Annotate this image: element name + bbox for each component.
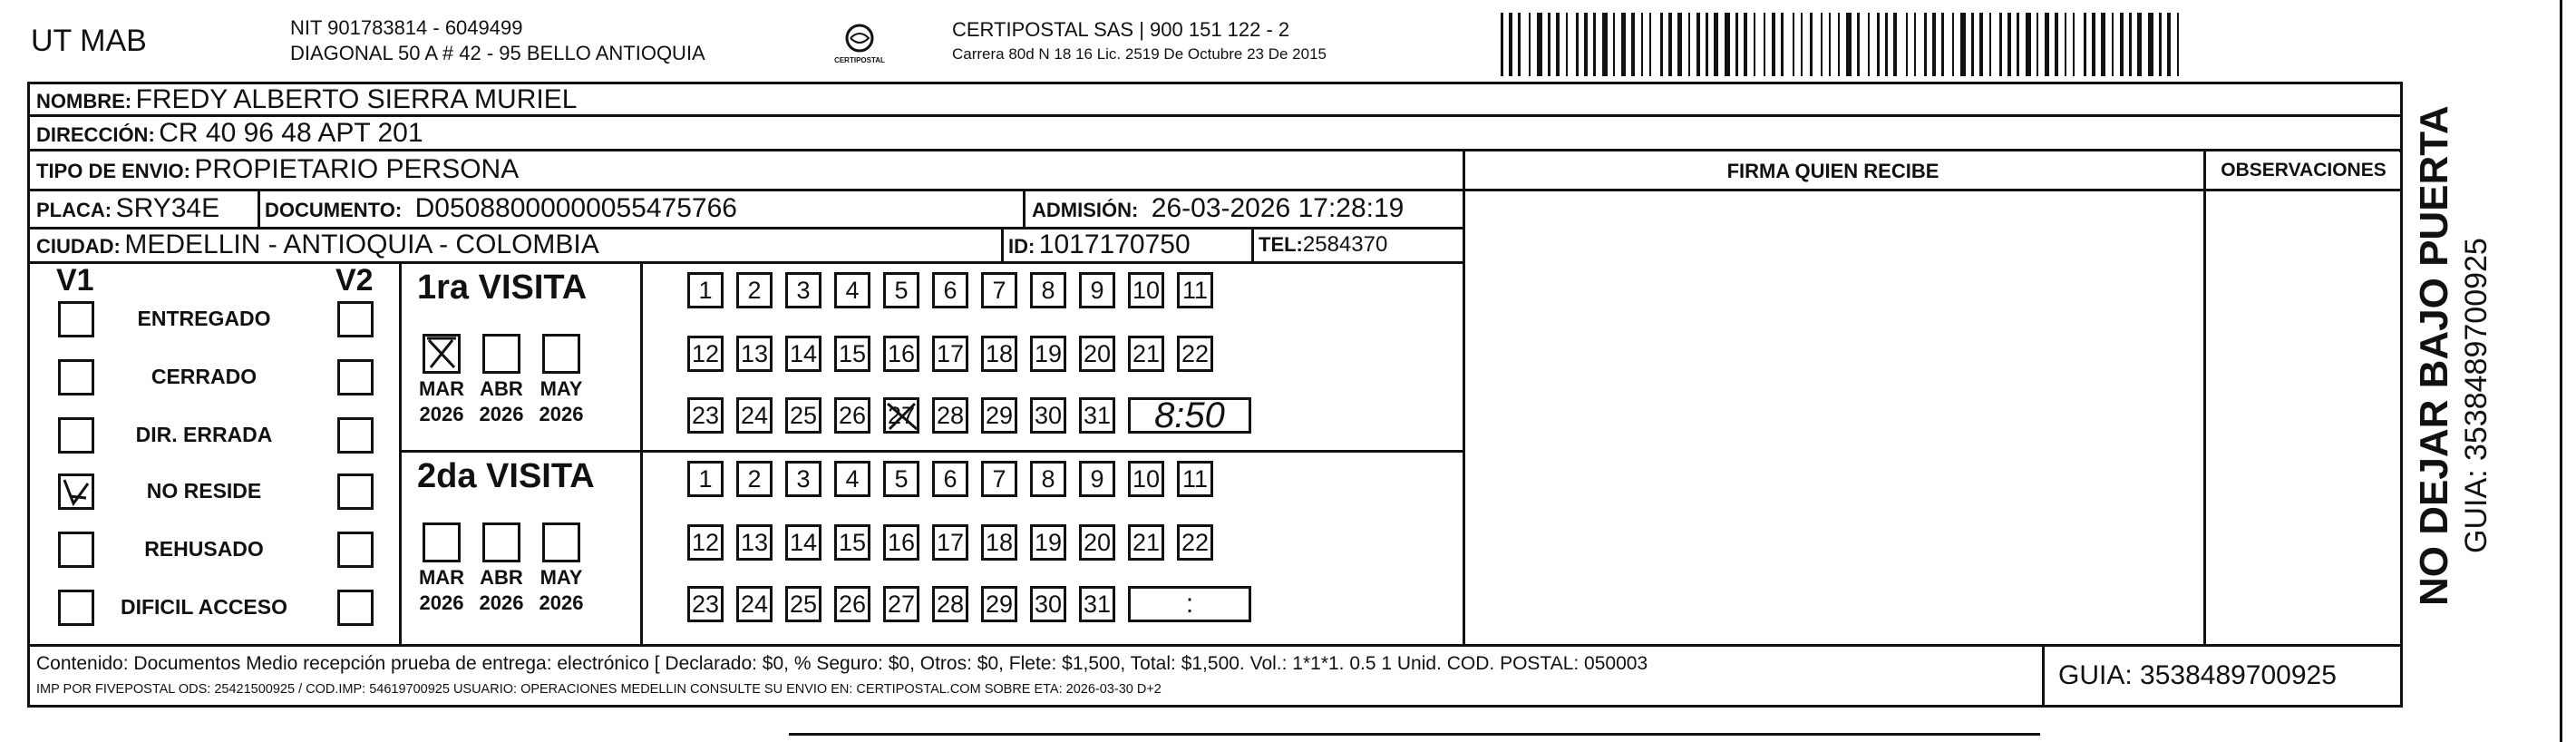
visit-1-day-30[interactable]: 30 [1030, 397, 1066, 434]
direccion-label: DIRECCIÓN: [36, 123, 155, 146]
barcode-bar [1989, 13, 1991, 76]
visit-1-day-15[interactable]: 15 [834, 336, 870, 372]
barcode-bar [1885, 13, 1888, 76]
visit-1-day-31[interactable]: 31 [1079, 397, 1115, 434]
visit-1-month-box-abr[interactable] [482, 334, 520, 374]
direccion-value: CR 40 96 48 APT 201 [159, 118, 423, 148]
visit-1-day-14[interactable]: 14 [785, 336, 821, 372]
barcode-bar [1501, 13, 1503, 76]
barcode [1501, 0, 2190, 82]
tel-value: 2584370 [1302, 232, 1388, 257]
barcode-bar [1744, 13, 1747, 76]
barcode-bar [1801, 13, 1803, 76]
status-label-1: CERRADO [151, 365, 258, 388]
barcode-bar [2045, 13, 2049, 76]
visit-2-day-3[interactable]: 3 [785, 461, 821, 497]
barcode-bar [2017, 13, 2019, 76]
visit-1-month-box-mar[interactable] [423, 334, 461, 374]
barcode-bar [1518, 13, 1521, 76]
visit-2-month-box-abr[interactable] [482, 522, 520, 562]
barcode-bar [1821, 13, 1823, 76]
visit-2-month-box-mar[interactable] [423, 522, 461, 562]
visit-2-day-26[interactable]: 26 [834, 586, 870, 622]
barcode-bar [2036, 13, 2038, 76]
observaciones-label: OBSERVACIONES [2221, 160, 2386, 181]
v1-checkbox-5[interactable] [58, 590, 94, 626]
visit-2-day-16[interactable]: 16 [883, 524, 919, 561]
visit-1-day-1[interactable]: 1 [687, 272, 724, 308]
visit-1-day-22[interactable]: 22 [1177, 336, 1213, 372]
v1-checkbox-0[interactable] [58, 301, 94, 337]
barcode-bar [1556, 13, 1560, 76]
visit-1-day-8[interactable]: 8 [1030, 272, 1066, 308]
handwritten-x-icon [886, 400, 919, 433]
tel-label: TEL: [1259, 233, 1303, 256]
barcode-bar [1999, 13, 2002, 76]
barcode-bar [1529, 13, 1531, 76]
visit-2-day-13[interactable]: 13 [736, 524, 773, 561]
visit-1-day-9[interactable]: 9 [1079, 272, 1115, 308]
handwritten-check-icon [61, 476, 92, 507]
status-label-3: NO RESIDE [146, 479, 262, 503]
visit-1-day-23[interactable]: 23 [687, 397, 724, 434]
visit-1-day-21[interactable]: 21 [1128, 336, 1164, 372]
visit-1-day-2[interactable]: 2 [736, 272, 773, 308]
status-label-5: DIFICIL ACCESO [120, 595, 287, 619]
barcode-bar [1924, 13, 1927, 76]
certipostal-address: Carrera 80d N 18 16 Lic. 2519 De Octubre 23 De 2015 [952, 45, 1327, 63]
visit-1-day-24[interactable]: 24 [736, 397, 773, 434]
certipostal-title: CERTIPOSTAL SAS | 900 151 122 - 2 [952, 18, 1290, 41]
v2-checkbox-2[interactable] [337, 417, 374, 454]
barcode-bar [2055, 13, 2058, 76]
barcode-bar [2065, 13, 2066, 76]
v1-checkbox-4[interactable] [58, 532, 94, 568]
barcode-bar [2167, 13, 2171, 76]
v1-checkbox-3[interactable] [58, 474, 94, 510]
v2-checkbox-4[interactable] [337, 532, 374, 568]
day-number: 27 [887, 401, 916, 429]
visit-2-day-2[interactable]: 2 [736, 461, 773, 497]
v1-checkbox-1[interactable] [58, 359, 94, 395]
status-label-4: REHUSADO [144, 537, 264, 561]
visit-2-day-17[interactable]: 17 [932, 524, 968, 561]
status-label-2: DIR. ERRADA [135, 423, 273, 446]
barcode-bar [1979, 13, 1983, 76]
visit-2-day-12[interactable]: 12 [687, 524, 724, 561]
visit-1-day-20[interactable]: 20 [1079, 336, 1115, 372]
barcode-bar [1952, 13, 1954, 76]
visit-1-day-6[interactable]: 6 [932, 272, 968, 308]
visit-2-day-10[interactable]: 10 [1128, 461, 1164, 497]
visit-1-day-17[interactable]: 17 [932, 336, 968, 372]
company-name: UT MAB [31, 24, 147, 58]
barcode-bar [1971, 13, 1974, 76]
barcode-bar [1548, 13, 1550, 76]
visit-2-day-21[interactable]: 21 [1128, 524, 1164, 561]
visit-2-year-label: 2026 [419, 591, 464, 614]
certipostal-logo-icon [832, 20, 887, 74]
barcode-bar [1838, 13, 1840, 76]
barcode-bar [1714, 13, 1718, 76]
v1-label: V1 [56, 263, 94, 298]
visit-2-day-22[interactable]: 22 [1177, 524, 1213, 561]
barcode-bar [1537, 13, 1542, 76]
barcode-bar [1735, 13, 1738, 76]
visit-2-day-15[interactable]: 15 [834, 524, 870, 561]
barcode-bar [2137, 13, 2142, 76]
barcode-bar [1696, 13, 1700, 76]
barcode-bar [1631, 13, 1635, 76]
visit-2-day-8[interactable]: 8 [1030, 461, 1066, 497]
visit-1-year-label: 2026 [419, 403, 464, 425]
barcode-bar [1857, 13, 1860, 76]
visit-2-day-4[interactable]: 4 [834, 461, 870, 497]
visit-2-day-24[interactable]: 24 [736, 586, 773, 622]
visit-1-time-box[interactable]: 8:50 [1128, 397, 1251, 434]
barcode-bar [1906, 13, 1908, 76]
visit-2-day-29[interactable]: 29 [981, 586, 1017, 622]
barcode-bar [1509, 13, 1512, 76]
visit-title-2: 2da VISITA [417, 457, 595, 495]
barcode-bar [2092, 13, 2095, 76]
barcode-bar [1754, 13, 1755, 76]
barcode-bar [2129, 13, 2132, 76]
barcode-bar [2073, 13, 2075, 76]
barcode-bar [1602, 13, 1608, 76]
documento-value: D05088000000055475766 [414, 193, 737, 223]
visit-1-day-11[interactable]: 11 [1177, 272, 1213, 308]
visit-1-day-13[interactable]: 13 [736, 336, 773, 372]
barcode-bar [1810, 13, 1813, 76]
v2-checkbox-5[interactable] [337, 590, 374, 626]
barcode-bar [1668, 13, 1672, 76]
visit-1-year-label: 2026 [479, 403, 524, 425]
visit-2-day-7[interactable]: 7 [981, 461, 1017, 497]
documento-label: DOCUMENTO: [265, 199, 403, 221]
visit-1-month-label: MAY [540, 377, 583, 400]
visit-1-day-12[interactable]: 12 [687, 336, 724, 372]
side-warning: NO DEJAR BAJO PUERTA [2412, 105, 2456, 606]
barcode-bar [1641, 13, 1643, 76]
visit-1-day-29[interactable]: 29 [981, 397, 1017, 434]
visit-1-month-box-may[interactable] [542, 334, 580, 374]
barcode-bar [1649, 13, 1651, 76]
v2-checkbox-3[interactable] [337, 474, 374, 510]
visit-1-day-4[interactable]: 4 [834, 272, 870, 308]
barcode-bar [1781, 13, 1784, 76]
nit-text: NIT 901783814 - 6049499 [290, 16, 523, 39]
placa-label: PLACA: [36, 199, 112, 221]
visit-2-month-label: MAY [540, 566, 583, 589]
company-address: DIAGONAL 50 A # 42 - 95 BELLO ANTIOQUIA [290, 42, 705, 64]
tipo-envio-label: TIPO DE ENVIO: [36, 160, 190, 182]
visit-2-day-23[interactable]: 23 [687, 586, 724, 622]
visit-2-day-30[interactable]: 30 [1030, 586, 1066, 622]
barcode-bar [1932, 13, 1936, 76]
visit-1-day-28[interactable]: 28 [932, 397, 968, 434]
barcode-bar [2101, 13, 2105, 76]
visit-2-month-box-may[interactable] [542, 522, 580, 562]
admision-label: ADMISIÓN: [1032, 199, 1139, 221]
barcode-bar [1941, 13, 1944, 76]
logo-text: CERTIPOSTAL [834, 56, 885, 64]
barcode-bar [2112, 13, 2114, 76]
visit-2-day-11[interactable]: 11 [1177, 461, 1213, 497]
barcode-bar [1893, 13, 1897, 76]
barcode-bar [1576, 13, 1579, 76]
barcode-bar [2177, 13, 2179, 76]
barcode-bar [1725, 13, 1730, 76]
visit-2-time-box[interactable]: : [1128, 586, 1251, 622]
visit-2-month-label: MAR [418, 566, 465, 589]
barcode-bar [1621, 13, 1626, 76]
barcode-bar [2026, 13, 2031, 76]
barcode-bar [1706, 13, 1708, 76]
visit-2-day-28[interactable]: 28 [932, 586, 968, 622]
barcode-bar [1772, 13, 1775, 76]
visit-1-day-16[interactable]: 16 [883, 336, 919, 372]
visit-2-year-label: 2026 [539, 591, 584, 614]
tipo-envio-value: PROPIETARIO PERSONA [194, 154, 520, 184]
visit-1-day-3[interactable]: 3 [785, 272, 821, 308]
visit-2-day-14[interactable]: 14 [785, 524, 821, 561]
visit-1-day-18[interactable]: 18 [981, 336, 1017, 372]
id-label: ID: [1008, 235, 1035, 258]
placa-value: SRY34E [115, 193, 220, 223]
footer-imp: IMP POR FIVEPOSTAL ODS: 25421500925 / COD.IMP: 54619700925 USUARIO: OPERACIONES MEDELLIN CONSULTE SU ENVIO EN: CERTIPOSTAL.COM SOBRE ETA: 2026-03-30 D+2 [36, 682, 1162, 697]
visit-2-month-label: ABR [480, 566, 523, 589]
side-guia: GUIA: 3538489700925 [2459, 238, 2493, 553]
visit-2-day-9[interactable]: 9 [1079, 461, 1115, 497]
visit-1-day-10[interactable]: 10 [1128, 272, 1164, 308]
visit-1-day-7[interactable]: 7 [981, 272, 1017, 308]
barcode-bar [2148, 13, 2153, 76]
v2-label: V2 [335, 263, 374, 298]
visit-1-month-label: MAR [418, 377, 465, 400]
visit-2-day-5[interactable]: 5 [883, 461, 919, 497]
barcode-bar [2084, 13, 2086, 76]
v2-checkbox-0[interactable] [337, 301, 374, 337]
nombre-value: FREDY ALBERTO SIERRA MURIEL [135, 84, 578, 114]
firma-label: FIRMA QUIEN RECIBE [1726, 160, 1939, 182]
barcode-bar [1877, 13, 1880, 76]
visit-2-day-27[interactable]: 27 [883, 586, 919, 622]
visit-1-day-27[interactable] [883, 397, 919, 434]
visit-2-day-25[interactable]: 25 [785, 586, 821, 622]
barcode-bar [1677, 13, 1682, 76]
status-label-0: ENTREGADO [137, 307, 271, 330]
visit-2-day-6[interactable]: 6 [932, 461, 968, 497]
visit-1-day-5[interactable]: 5 [883, 272, 919, 308]
nombre-label: NOMBRE: [36, 90, 132, 112]
visit-1-day-25[interactable]: 25 [785, 397, 821, 434]
barcode-bar [1688, 13, 1690, 76]
barcode-bar [1593, 13, 1596, 76]
visit-2-day-18[interactable]: 18 [981, 524, 1017, 561]
barcode-bar [1914, 13, 1916, 76]
barcode-bar [1584, 13, 1588, 76]
v2-checkbox-1[interactable] [337, 359, 374, 395]
visit-1-year-label: 2026 [539, 403, 584, 425]
barcode-bar [1868, 13, 1870, 76]
footer-content: Contenido: Documentos Medio recepción prueba de entrega: electrónico [ Declarado: $0, % Seguro: $0, Otros: $0, Flete: $1,500, Total: $1,500. Vol.: 1*1*1. 0.5 1 Unid. COD. POSTAL: 050003 [36, 653, 1648, 674]
visit-1-day-26[interactable]: 26 [834, 397, 870, 434]
visit-2-day-31[interactable]: 31 [1079, 586, 1115, 622]
visit-1-day-19[interactable]: 19 [1030, 336, 1066, 372]
barcode-bar [2007, 13, 2011, 76]
barcode-bar [2120, 13, 2124, 76]
visit-1-month-label: ABR [480, 377, 523, 400]
visit-2-day-20[interactable]: 20 [1079, 524, 1115, 561]
visit-2-day-1[interactable]: 1 [687, 461, 724, 497]
barcode-bar [1566, 13, 1568, 76]
barcode-bar [1846, 13, 1852, 76]
visit-2-year-label: 2026 [479, 591, 524, 614]
ciudad-value: MEDELLIN - ANTIOQUIA - COLOMBIA [124, 229, 599, 259]
visit-2-day-19[interactable]: 19 [1030, 524, 1066, 561]
handwritten-x-icon [425, 337, 458, 371]
visit-title-1: 1ra VISITA [417, 268, 588, 307]
barcode-bar [1660, 13, 1663, 76]
admision-value: 26-03-2026 17:28:19 [1151, 193, 1405, 223]
footer-guia: GUIA: 3538489700925 [2058, 660, 2337, 690]
v1-checkbox-2[interactable] [58, 417, 94, 454]
barcode-bar [2159, 13, 2162, 76]
barcode-bar [1764, 13, 1765, 76]
ciudad-label: CIUDAD: [36, 235, 121, 258]
barcode-bar [1793, 13, 1794, 76]
barcode-bar [1613, 13, 1615, 76]
id-value: 1017170750 [1038, 229, 1191, 259]
barcode-bar [1960, 13, 1966, 76]
barcode-bar [1829, 13, 1831, 76]
